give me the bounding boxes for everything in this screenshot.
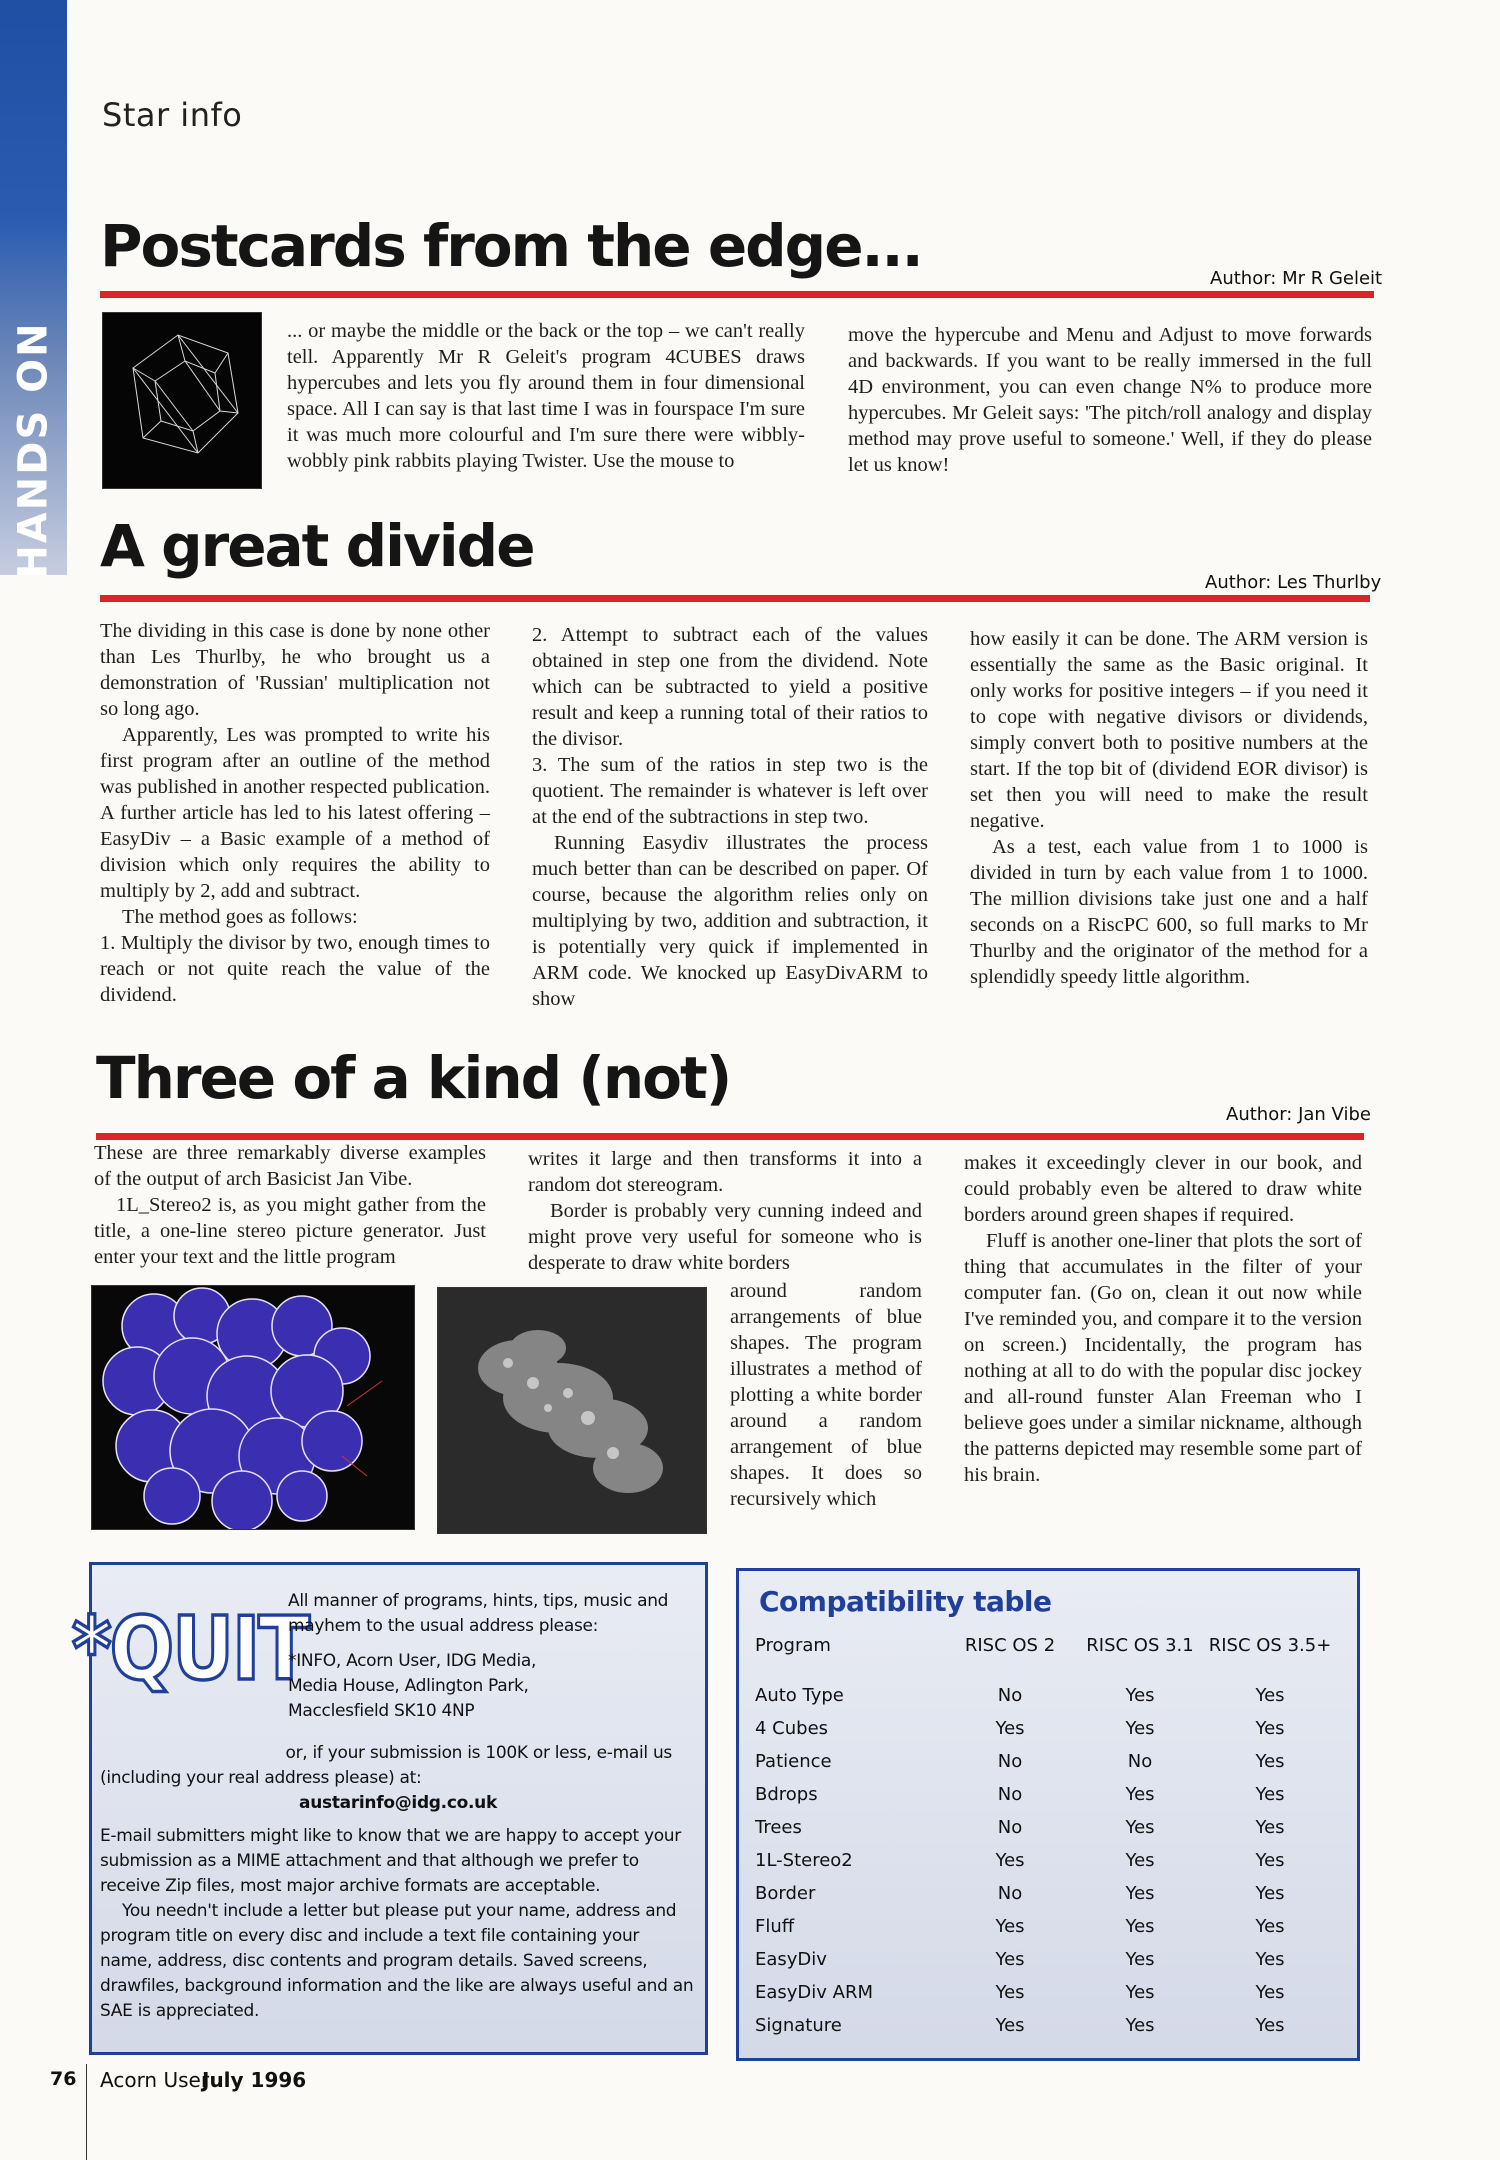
compat-header-riscos2: RISC OS 2 (964, 1635, 1056, 1656)
hypercube-image (102, 312, 262, 489)
compat-program-name: Signature (755, 2015, 842, 2036)
compat-header-program: Program (755, 1635, 831, 1656)
compat-cell: Yes (1255, 2015, 1285, 2036)
compatibility-box (736, 1568, 1360, 2061)
hypercube-drawing (103, 313, 261, 488)
footer-issue: July 1996 (202, 2068, 307, 2092)
article2-author: Author: Les Thurlby (1205, 572, 1382, 593)
compat-cell: Yes (1255, 1685, 1285, 1706)
article3-title: Three of a kind (not) (96, 1044, 731, 1112)
compat-cell: Yes (995, 1718, 1025, 1739)
compat-cell: Yes (1255, 1850, 1285, 1871)
blue-shapes-drawing (92, 1286, 414, 1529)
compat-cell: No (997, 1784, 1023, 1805)
compat-program-name: Trees (755, 1817, 802, 1838)
quit-para2: You needn't include a letter but please put your name, address and program title on every disc and include a text file containing your name, address, disc contents and program details. Saved screens, drawfiles, background information and the like are always useful and an SAE is appreciated. (100, 1901, 694, 2021)
article3-col3 (964, 1150, 1362, 1488)
compat-program-name: Patience (755, 1751, 832, 1772)
compat-cell: Yes (1125, 1982, 1155, 2003)
compat-cell: Yes (1125, 1718, 1155, 1739)
fluff-program-image (437, 1287, 707, 1534)
compat-cell: Yes (995, 1949, 1025, 1970)
compatibility-title: Compatibility table (759, 1585, 1052, 1618)
compat-program-name: Auto Type (755, 1685, 844, 1706)
article2-col1-p1: The dividing in this case is done by none other than Les Thurlby, he who brought us a demonstration of 'Russian' multiplication not so long ago. (100, 620, 490, 720)
compat-cell: Yes (1255, 1718, 1285, 1739)
compat-cell: Yes (1125, 2015, 1155, 2036)
quit-address-3: Macclesfield SK10 4NP (288, 1701, 475, 1721)
article2-col1-p3: The method goes as follows: (122, 906, 358, 928)
article3-col2-p1: writes it large and then transforms it into a random dot stereogram. (528, 1148, 922, 1196)
article2-col2-p3: Running Easydiv illustrates the process much better than can be described on paper. Of course, because the algorithm relies only on multiplying by two, addition and subtraction, it is potentially very quick if implemented in ARM code. We knocked up EasyDivARM to show (532, 832, 928, 1010)
compat-cell: No (1127, 1751, 1153, 1772)
article3-col3-p2: Fluff is another one-liner that plots the sort of thing that accumulates in the filter of your computer fan. (Go on, clean it out now while I've reminded you, and compare it to the version on screen.) Incidentally, the program has nothing at all to do with the popular disc jockey and all-round funster Alan Freeman who I believe goes under a similar nickname, although the patterns depicted may resemble some part of his brain. (964, 1230, 1362, 1486)
compat-cell: Yes (1125, 1850, 1155, 1871)
compat-cell: Yes (1125, 1883, 1155, 1904)
compat-cell: Yes (1255, 1817, 1285, 1838)
article1-col1 (287, 318, 805, 474)
compat-program-name: 1L-Stereo2 (755, 1850, 853, 1871)
article3-col1-p2: 1L_Stereo2 is, as you might gather from the title, a one-line stereo picture generator. Just enter your text and the little program (94, 1194, 486, 1268)
compat-cell: Yes (995, 1982, 1025, 2003)
compat-cell: Yes (1255, 1751, 1285, 1772)
compat-row (755, 1910, 1335, 1943)
quit-email-line2: (including your real address please) at: (100, 1768, 422, 1788)
article3-author: Author: Jan Vibe (1226, 1104, 1371, 1125)
quit-intro-block (288, 1589, 688, 1724)
compat-row (755, 1844, 1335, 1877)
quit-email-block (100, 1741, 696, 2024)
compat-program-name: 4 Cubes (755, 1718, 829, 1739)
article2-col1-p4: 1. Multiply the divisor by two, enough times to reach or not quite reach the value of the dividend. (100, 932, 490, 1006)
article2-title: A great divide (100, 512, 534, 580)
compat-cell: No (997, 1751, 1023, 1772)
article2-col2-p1: 2. Attempt to subtract each of the values obtained in step one from the dividend. Note which can be subtracted to yield a positive result and keep a running total of their ratios to the divisor. (532, 624, 928, 750)
compat-row (755, 1811, 1335, 1844)
article3-col1 (94, 1140, 486, 1270)
article3-col1-p1: These are three remarkably diverse examples of the output of arch Basicist Jan Vibe. (94, 1142, 486, 1190)
compat-program-name: EasyDiv (755, 1949, 827, 1970)
article1-col2-text: move the hypercube and Menu and Adjust to move forwards and backwards. If you want to be really immersed in the full 4D environment, you can even change N% to produce more hypercubes. Mr Geleit says: 'The pitch/roll analogy and display method may prove useful to someone.' Well, if they do please let us know! (848, 324, 1372, 476)
quit-address-2: Media House, Adlington Park, (288, 1676, 529, 1696)
compat-row (755, 1976, 1335, 2009)
article1-author: Author: Mr R Geleit (1210, 268, 1383, 289)
article3-col2-p2: Border is probably very cunning indeed and might prove very useful for someone who is desperate to draw white borders (528, 1200, 922, 1274)
article3-col2b (730, 1278, 922, 1512)
footer-divider (86, 2064, 87, 2160)
compat-program-name: EasyDiv ARM (755, 1982, 874, 2003)
compat-cell: Yes (1125, 1916, 1155, 1937)
article1-col2 (848, 322, 1372, 478)
compat-cell: No (997, 1883, 1023, 1904)
compatibility-table (755, 1635, 1335, 2042)
article2-col1-p2: Apparently, Les was prompted to write his first program after an outline of the method was published in another respected publication. A further article has led to his latest offering – EasyDiv – a Basic example of a method of division which only requires the ability to multiply by 2, add and subtract. (100, 724, 490, 902)
section-tag: Star info (102, 96, 243, 134)
article2-col2-p2: 3. The sum of the ratios in step two is the quotient. The remainder is whatever is left over at the end of the subtractions in step two. (532, 754, 928, 828)
footer-magazine: Acorn User (100, 2068, 210, 2092)
article1-col1-text: ... or maybe the middle or the back or the top – we can't really tell. Apparently Mr R Geleit's program 4CUBES draws hypercubes and lets you fly around them in four dimensional space. All I can say is that last time I was in fourspace I'm sure it was much more colourful and I'm sure there were wibbly-wobbly pink rabbits playing Twister. Use the mouse to (287, 320, 805, 472)
quit-intro: All manner of programs, hints, tips, music and mayhem to the usual address please: (288, 1591, 669, 1636)
article2-col1 (100, 618, 490, 1008)
article3-rule (96, 1133, 1364, 1140)
compat-row (755, 1745, 1335, 1778)
article3-col3-p1: makes it exceedingly clever in our book, and could probably even be altered to draw white borders around green shapes if required. (964, 1152, 1362, 1226)
compat-cell: No (997, 1817, 1023, 1838)
article2-col3-p1: how easily it can be done. The ARM version is essentially the same as the Basic original. It only works for positive integers – if you need it to cope with negative divisors or dividends, simply convert both to positive numbers at the start. If the top bit of (dividend EOR divisor) is set then you will need to make the result negative. (970, 628, 1368, 832)
hands-on-label-wrap (0, 320, 67, 580)
compat-row (755, 1712, 1335, 1745)
compat-row (755, 1679, 1335, 1712)
page-number: 76 (50, 2068, 77, 2090)
quit-logo: *QUIT (71, 1596, 309, 1700)
article2-col3 (970, 626, 1368, 990)
compat-cell: Yes (1255, 1916, 1285, 1937)
article1-rule (100, 291, 1374, 298)
compat-cell: Yes (995, 1916, 1025, 1937)
compat-body (755, 1679, 1335, 2042)
compat-cell: Yes (1255, 1949, 1285, 1970)
article2-rule (100, 595, 1370, 602)
compat-program-name: Bdrops (755, 1784, 818, 1805)
compat-row (755, 1877, 1335, 1910)
compat-cell: Yes (1255, 1883, 1285, 1904)
compat-header-riscos31: RISC OS 3.1 (1086, 1635, 1194, 1656)
compat-cell: Yes (1255, 1982, 1285, 2003)
quit-email-line1: or, if your submission is 100K or less, e-mail us (285, 1743, 672, 1763)
compat-cell: Yes (1125, 1817, 1155, 1838)
compat-row (755, 2009, 1335, 2042)
quit-address-1: *INFO, Acorn User, IDG Media, (288, 1651, 537, 1671)
compat-cell: Yes (995, 1850, 1025, 1871)
compat-cell: Yes (1125, 1685, 1155, 1706)
quit-para1: E-mail submitters might like to know that we are happy to accept your submission as a MIME attachment and that although we prefer to receive Zip files, most major archive formats are acceptable. (100, 1826, 681, 1896)
compat-program-name: Border (755, 1883, 816, 1904)
compat-row (755, 1943, 1335, 1976)
border-program-image (91, 1285, 415, 1530)
article3-col2b-text: around random arrangements of blue shapes. The program illustrates a method of plotting a white border around a random arrangement of blue shapes. It does so recursively which (730, 1280, 922, 1510)
compat-row (755, 1778, 1335, 1811)
fluff-drawing (438, 1288, 706, 1533)
quit-submission-box (71, 1562, 708, 2055)
article1-title: Postcards from the edge... (100, 212, 922, 280)
article3-col2a (528, 1146, 922, 1276)
compat-cell: Yes (995, 2015, 1025, 2036)
compat-header-riscos35: RISC OS 3.5+ (1208, 1635, 1332, 1656)
compat-cell: Yes (1125, 1949, 1155, 1970)
hands-on-label: HANDS ON (10, 321, 57, 579)
article2-col3-p2: As a test, each value from 1 to 1000 is divided in turn by each value from 1 to 1000. The million divisions take just one and a half seconds on a RiscPC 600, so full marks to Mr Thurlby and the originator of the method for a splendidly speedy little algorithm. (970, 836, 1368, 988)
compat-cell: No (997, 1685, 1023, 1706)
compat-header-row (755, 1635, 1335, 1679)
quit-email-address: austarinfo@idg.co.uk (299, 1793, 497, 1813)
compat-cell: Yes (1255, 1784, 1285, 1805)
article2-col2 (532, 622, 928, 1012)
compat-cell: Yes (1125, 1784, 1155, 1805)
compat-program-name: Fluff (755, 1916, 795, 1937)
